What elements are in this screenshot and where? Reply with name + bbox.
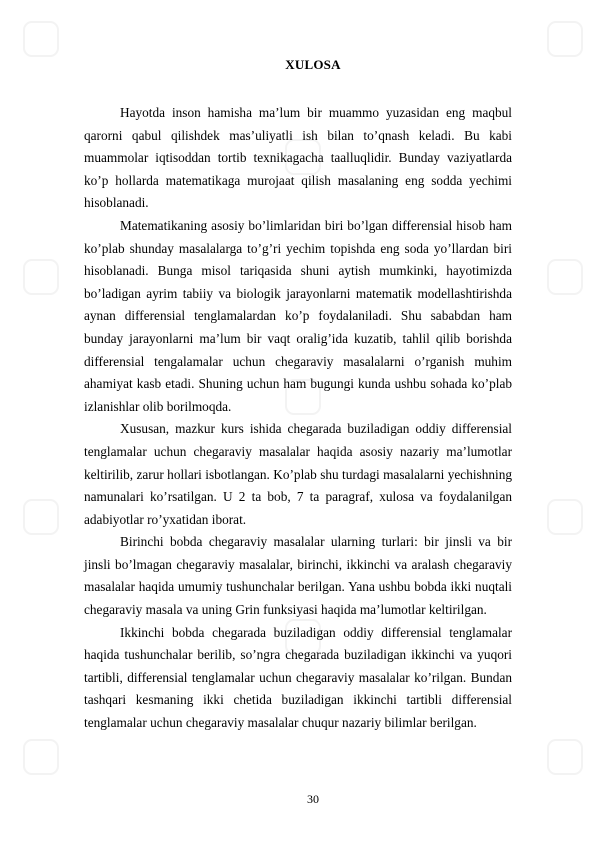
paragraph: Birinchi bobda chegaraviy masalalar ularning turlari: bir jinsli va bir jinsli bo’lmagan chegaraviy masalalar, birinchi, ikkinchi va aralash chegaraviy masalalar haqida umumiy tushunchalar berilgan. Yana ushbu bobda ikki nuqtali chegaraviy masala va uning Grin funksiyasi haqida ma’lumotlar keltirilgan. bbox=[84, 534, 512, 618]
paragraph: Matematikaning asosiy bo’limlaridan biri bo’lgan differensial hisob ham ko’plab shunday masalalarga to’g’ri yechim topishda eng soda yo’llardan biri hisoblanadi. Bunga misol tariqasida shuni aytish mumkinki, hayotimizda bo’ladigan ayrim tabiiy va biologik jarayonlarni matematik modellashtirishda aynan differensial tenglamalardan ko’p foydalaniladi. Shu sababdan ham bunday jarayonlarni ma’lum bir vaqt oralig’ida kuzatib, tahlil qilib borishda differensial tengalamalar uchun chegaraviy masalalarni o’rganish muhim ahamiyat kasb etadi. Shuning uchun ham bugungi kunda ushbu sohada ko’plab izlanishlar olib borilmoqda. bbox=[84, 217, 512, 414]
document-title: XULOSA bbox=[285, 57, 341, 72]
page-number: 30 bbox=[307, 792, 319, 806]
paragraph: Hayotda inson hamisha ma’lum bir muammo yuzasidan eng maqbul qarorni qabul qilishdek mas’uliyatli ish bilan to’qnash keladi. Bu kabi muammolar iqtisoddan tortib texnikagacha taalluqlidir. Bunday vaziyatlarda ko’p hollarda matematikaga murojaat qilish masalaning eng sodda yechimi hisoblanadi. bbox=[84, 105, 512, 211]
paragraph: Xususan, mazkur kurs ishida chegarada buziladigan oddiy differensial tenglamalar uchun chegaraviy masalalar haqida asosiy nazariy ma’lumotlar keltirilib, zarur hollari isbotlangan. Ko’plab shu turdagi masalalarni yechishning namunalari ko’rsatilgan. U 2 ta bob, 7 ta paragraf, xulosa va foydalanilgan adabiyotlar ro’yxatidan iborat. bbox=[84, 421, 512, 527]
document-body bbox=[84, 102, 512, 735]
paragraph: Ikkinchi bobda chegarada buziladigan oddiy differensial tenglamalar haqida tushunchalar berilib, so’ngra chegarada buziladigan ikkinchi va yuqori tartibli, differensial tenglamalar uchun chegaraviy masalalar ko’rilgan. Bundan tashqari kesmaning ikki chetida buziladigan ikkinchi tartibli differensial tenglamalar uchun chegaraviy masalalar chuqur nazariy bilimlar berilgan. bbox=[84, 624, 512, 731]
